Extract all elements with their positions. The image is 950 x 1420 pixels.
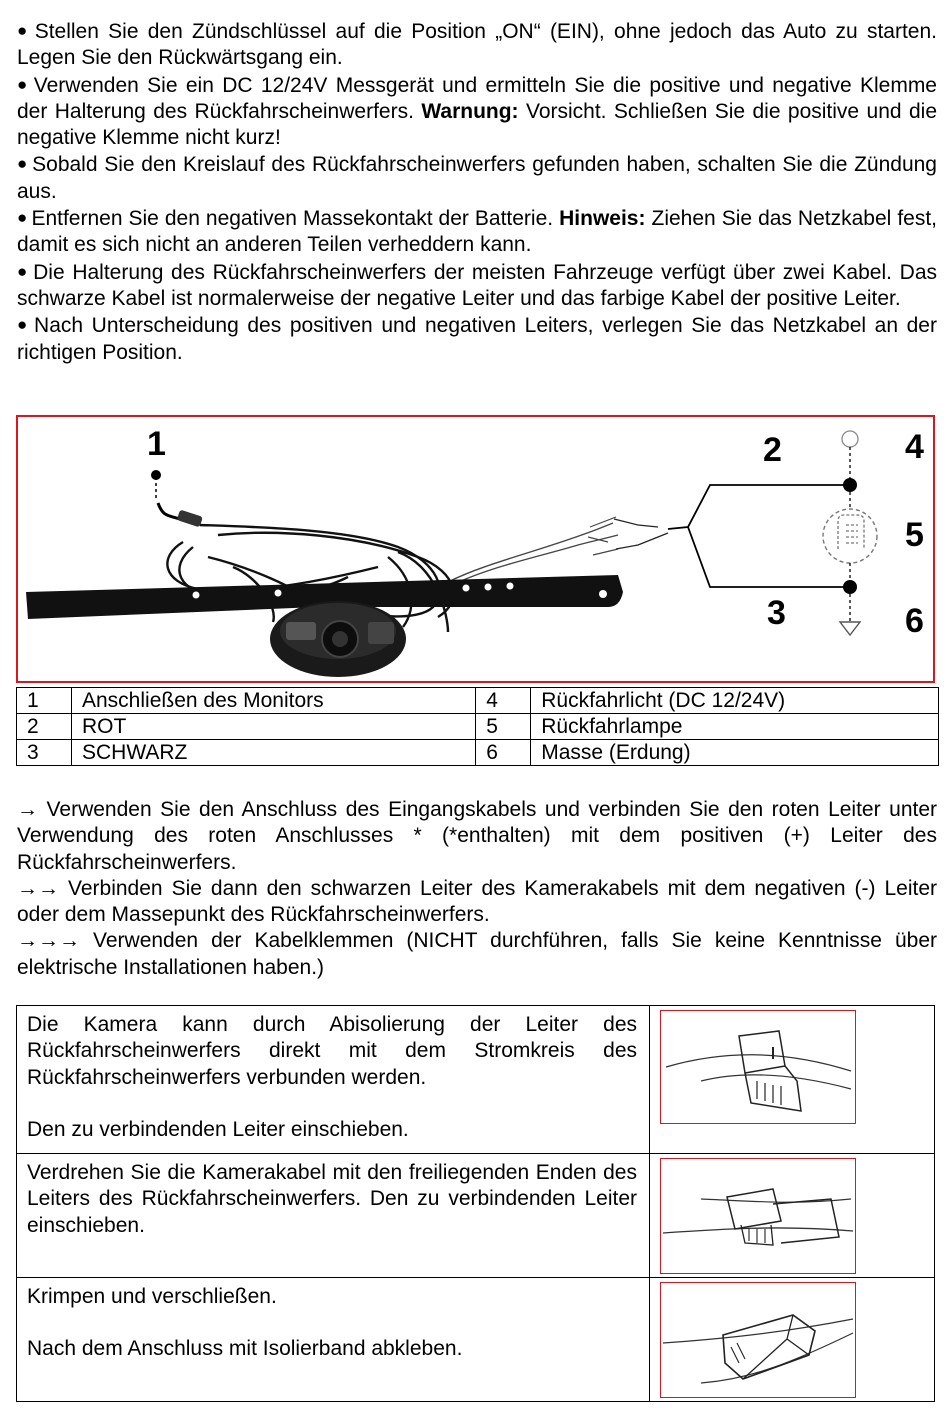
diagram-label-3: 3 bbox=[767, 594, 786, 632]
bullet-icon: ● bbox=[17, 208, 28, 228]
instruction-step: ● Verwenden Sie ein DC 12/24V Messgerät und ermitteln Sie die positive und negative Klemme der Halterung des Rückfahrscheinwerfers. Warnung: Vorsicht. Schließen Sie die positive und die negative Klemme nicht kurz! bbox=[17, 73, 937, 150]
bullet-icon: ● bbox=[17, 261, 30, 281]
wiring-diagram bbox=[16, 415, 935, 683]
open-connector-illustration bbox=[660, 1010, 856, 1124]
legend-text: Rückfahrlampe bbox=[531, 714, 939, 740]
legend-number: 1 bbox=[17, 688, 72, 714]
legend-number: 4 bbox=[476, 688, 531, 714]
legend-number: 5 bbox=[476, 714, 531, 740]
double-arrow-icon: →→ bbox=[17, 876, 59, 900]
warning-label: Warnung: bbox=[421, 99, 519, 123]
legend-number: 3 bbox=[17, 740, 72, 766]
legend-number: 2 bbox=[17, 714, 72, 740]
terminal-plus bbox=[842, 431, 858, 447]
arrow-icon: → bbox=[17, 798, 38, 821]
crimp-step-image bbox=[650, 1278, 935, 1402]
instruction-list bbox=[17, 18, 937, 366]
legend-row bbox=[17, 740, 939, 766]
legend-text: SCHWARZ bbox=[72, 740, 476, 766]
legend-table bbox=[16, 687, 939, 766]
bullet-icon: ● bbox=[17, 315, 31, 335]
crimp-step-row bbox=[17, 1278, 935, 1402]
diagram-label-6: 6 bbox=[905, 602, 924, 640]
hint-label: Hinweis: bbox=[559, 207, 646, 231]
diagram-label-1: 1 bbox=[147, 425, 166, 463]
connection-note: →→ Verbinden Sie dann den schwarzen Leiter des Kamerakabels mit dem negativen (-) Leiter oder dem Massepunkt des Rückfahrscheinwerfers. bbox=[17, 876, 937, 927]
legend-text: Rückfahrlicht (DC 12/24V) bbox=[531, 688, 939, 714]
instruction-step: ● Entfernen Sie den negativen Massekontakt der Batterie. Hinweis: Ziehen Sie das Netzkabel fest, damit es sich nicht an anderen Teilen verheddern kann. bbox=[17, 207, 937, 257]
crimp-step-text: Verdrehen Sie die Kamerakabel mit den freiliegenden Enden des Leiters des Rückfahrscheinwerfers. Den zu verbindenden Leiter einschieben. bbox=[17, 1154, 650, 1278]
legend-row bbox=[17, 714, 939, 740]
crimp-steps-table bbox=[16, 1005, 935, 1402]
connection-notes bbox=[17, 797, 937, 981]
instruction-step: ● Die Halterung des Rückfahrscheinwerfers der meisten Fahrzeuge verfügt über zwei Kabel. Das schwarze Kabel ist normalerweise der negative Leiter und das farbige Kabel der positive Leiter. bbox=[17, 260, 937, 310]
connector-dot-3 bbox=[843, 580, 857, 594]
legend-row bbox=[17, 688, 939, 714]
legend-text: Anschließen des Monitors bbox=[72, 688, 476, 714]
triple-arrow-icon: →→→ bbox=[17, 929, 80, 953]
legend-text: Masse (Erdung) bbox=[531, 740, 939, 766]
connector-dot-2 bbox=[843, 478, 857, 492]
crimp-step-image bbox=[650, 1154, 935, 1278]
crimp-step-text: Die Kamera kann durch Abisolierung der Leiter des Rückfahrscheinwerfers direkt mit dem Stromkreis des Rückfahrscheinwerfers verbunden werden. Den zu verbindenden Leiter einschieben. bbox=[17, 1006, 650, 1154]
connection-note: → Verwenden Sie den Anschluss des Eingangskabels und verbinden Sie den roten Leiter unter Verwendung des roten Anschlusses * (*enthalten) mit dem positiven (+) Leiter des Rückfahrscheinwerfers. bbox=[17, 798, 938, 874]
crimp-step-row bbox=[17, 1154, 935, 1278]
bullet-icon: ● bbox=[17, 21, 31, 40]
instruction-step: ● Stellen Sie den Zündschlüssel auf die Position „ON“ (EIN), ohne jedoch das Auto zu starten. Legen Sie den Rückwärtsgang ein. bbox=[17, 20, 937, 70]
lamp-symbol bbox=[823, 509, 877, 563]
ground-symbol bbox=[840, 622, 860, 635]
bullet-icon: ● bbox=[17, 74, 30, 94]
crimp-step-image bbox=[650, 1006, 935, 1154]
legend-number: 6 bbox=[476, 740, 531, 766]
diagram-label-5: 5 bbox=[905, 516, 924, 554]
closed-connector-illustration bbox=[660, 1282, 856, 1398]
legend-text: ROT bbox=[72, 714, 476, 740]
diagram-label-4: 4 bbox=[905, 428, 924, 466]
connection-note: →→→ Verwenden der Kabelklemmen (NICHT durchführen, falls Sie keine Kenntnisse über elektrische Installationen haben.) bbox=[17, 929, 937, 979]
connector-dot-1 bbox=[151, 470, 161, 480]
crimp-step-text: Krimpen und verschließen. Nach dem Anschluss mit Isolierband abkleben. bbox=[17, 1278, 650, 1402]
bullet-icon: ● bbox=[17, 154, 29, 174]
diagram-label-2: 2 bbox=[763, 431, 782, 469]
inserted-wire-illustration bbox=[660, 1158, 856, 1274]
instruction-step: ● Nach Unterscheidung des positiven und negativen Leiters, verlegen Sie das Netzkabel an der richtigen Position. bbox=[17, 314, 937, 364]
crimp-step-row bbox=[17, 1006, 935, 1154]
instruction-step: ● Sobald Sie den Kreislauf des Rückfahrscheinwerfers gefunden haben, schalten Sie die Zündung aus. bbox=[17, 153, 937, 203]
